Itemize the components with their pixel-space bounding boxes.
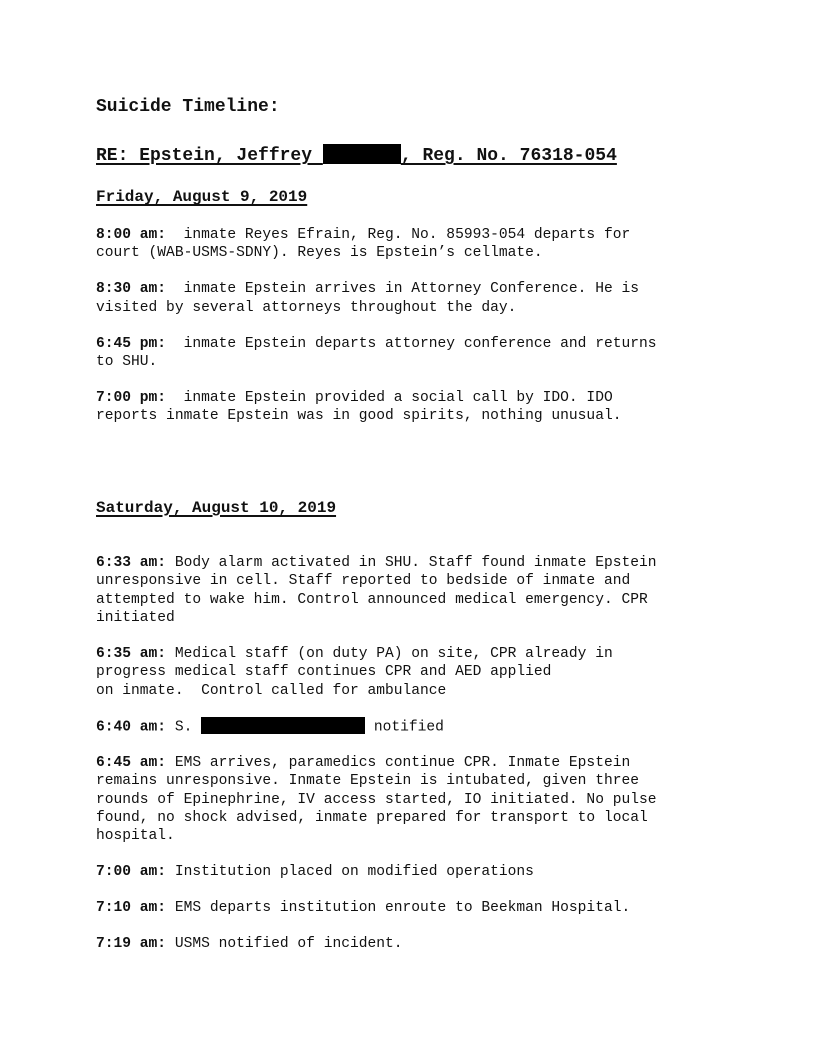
timeline-entry: [96, 754, 736, 846]
timeline-entry: [96, 899, 736, 917]
friday-entries: [96, 226, 736, 426]
timeline-entry: [96, 718, 736, 737]
entry-text: inmate Epstein provided a social call by IDO. IDO reports inmate Epstein was in good spirits, nothing unusual.: [96, 389, 622, 425]
entry-text-post: notified: [365, 718, 444, 735]
entry-text: EMS arrives, paramedics continue CPR. Inmate Epstein remains unresponsive. Inmate Epstein is intubated, given three rounds of Epinephrine, IV access started, IO initiated. No pulse found, no shock advised, inmate prepared for transport to local hospital.: [96, 754, 657, 845]
day-heading-friday: Friday, August 9, 2019: [96, 188, 308, 206]
entry-time: 6:45 pm:: [96, 335, 167, 352]
entry-time: 7:00 pm:: [96, 389, 167, 406]
entry-text: inmate Epstein departs attorney conference and returns to SHU.: [96, 335, 657, 371]
timeline-entry: [96, 226, 736, 263]
entry-time: 8:00 am:: [96, 227, 167, 243]
entry-text: inmate Epstein arrives in Attorney Conference. He is visited by several attorneys throughout the day.: [96, 281, 639, 316]
subject-line: [96, 145, 736, 167]
timeline-entry: [96, 280, 736, 317]
entry-text: Body alarm activated in SHU. Staff found inmate Epstein unresponsive in cell. Staff reported to bedside of inmate and attempted to wake him. Control announced medical emergency. CPR initiated: [96, 554, 657, 626]
redaction-box: [201, 717, 365, 734]
subject-suffix: , Reg. No. 76318-054: [400, 146, 617, 166]
redaction-box: [323, 144, 401, 164]
entry-text: Medical staff (on duty PA) on site, CPR already in progress medical staff continues CPR and AED applied on inmate. Control called for ambulance: [96, 645, 613, 699]
entry-text: Institution placed on modified operations: [166, 864, 534, 881]
subject-prefix: RE: Epstein, Jeffrey: [96, 146, 323, 166]
entry-time: 6:40 am:: [96, 718, 167, 735]
day-heading-saturday: Saturday, August 10, 2019: [96, 498, 337, 517]
entry-time: 7:19 am:: [96, 936, 167, 953]
document-title: Suicide Timeline:: [96, 97, 280, 117]
entry-time: 6:45 am:: [96, 754, 167, 771]
timeline-entry: [96, 935, 736, 953]
timeline-entry: [96, 389, 736, 426]
entry-text-pre: S.: [166, 718, 202, 735]
entry-time: 8:30 am:: [96, 281, 167, 298]
entry-text: inmate Reyes Efrain, Reg. No. 85993-054 departs for court (WAB-USMS-SDNY). Reyes is Epstein’s cellmate.: [96, 227, 631, 262]
timeline-entry: [96, 554, 736, 628]
entry-text: USMS notified of incident.: [166, 936, 403, 953]
timeline-entry: [96, 335, 736, 372]
saturday-entries: [96, 554, 736, 954]
timeline-entry: [96, 863, 736, 881]
entry-time: 6:35 am:: [96, 645, 167, 662]
timeline-entry: [96, 645, 736, 700]
entry-text: EMS departs institution enroute to Beekman Hospital.: [166, 900, 631, 917]
document-page: [96, 96, 736, 954]
entry-time: 7:00 am:: [96, 864, 167, 881]
entry-time: 7:10 am:: [96, 900, 167, 917]
entry-time: 6:33 am:: [96, 554, 167, 571]
